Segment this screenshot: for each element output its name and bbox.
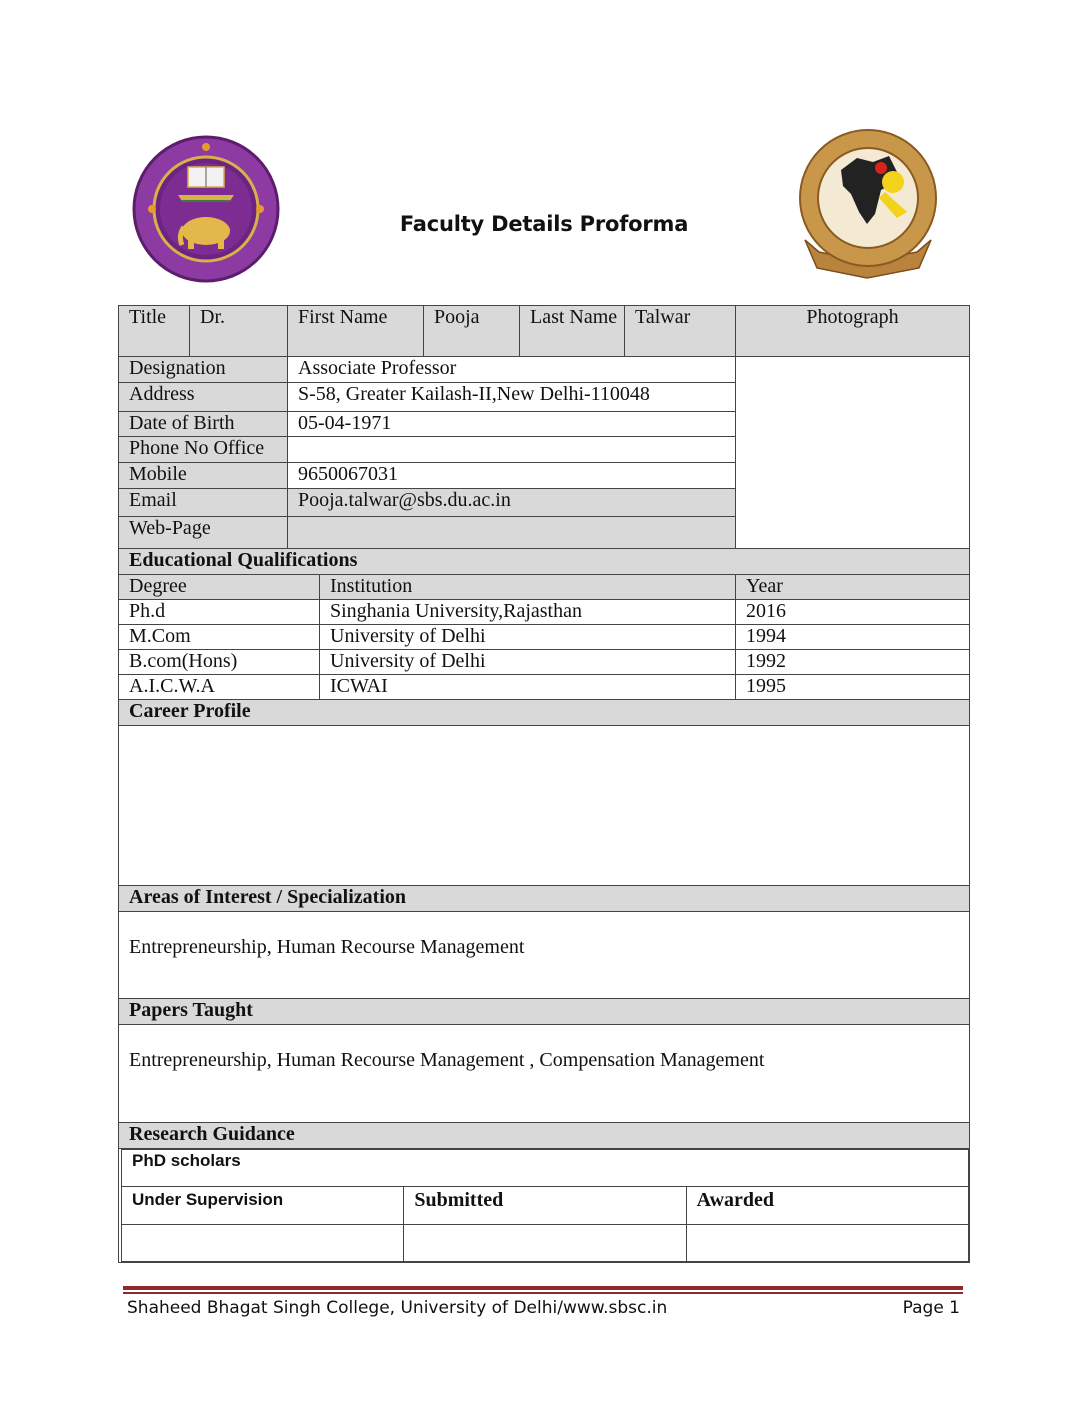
degree-cell: B.com(Hons) [119,650,320,675]
phone-label: Phone No Office [119,437,288,463]
email-label: Email [119,489,288,517]
footer-rule-thin [123,1292,963,1294]
last-name-value: Talwar [625,306,736,357]
address-label: Address [119,383,288,412]
interests-heading: Areas of Interest / Specialization [119,886,970,912]
education-heading-row [119,549,970,575]
email-value: Pooja.talwar@sbs.du.ac.in [288,489,736,517]
research-heading-row [119,1123,970,1149]
university-of-delhi-logo [130,135,282,283]
designation-row [119,357,970,383]
webpage-value [288,517,736,549]
name-row [119,306,970,357]
table-row [119,600,970,625]
institution-cell: Singhania University,Rajasthan [320,600,736,625]
footer-college-text: Shaheed Bhagat Singh College, University of Delhi/www.sbsc.in [127,1298,668,1318]
mobile-label: Mobile [119,463,288,489]
photograph-label: Photograph [736,306,970,357]
page-title: Faculty Details Proforma [399,212,689,236]
research-guidance-table [121,1149,969,1262]
table-row [119,625,970,650]
sbs-college-logo [797,128,939,284]
year-cell: 2016 [736,600,970,625]
education-heading: Educational Qualifications [119,549,970,575]
career-heading: Career Profile [119,700,970,726]
year-cell: 1992 [736,650,970,675]
title-value: Dr. [190,306,288,357]
research-cell [119,1149,970,1263]
degree-cell: Ph.d [119,600,320,625]
career-heading-row [119,700,970,726]
phd-row [122,1150,969,1187]
institution-cell: University of Delhi [320,650,736,675]
interests-text: Entrepreneurship, Human Recourse Management [119,912,970,999]
title-label: Title [119,306,190,357]
interests-body-row [119,912,970,999]
research-header-row [122,1187,969,1225]
papers-heading: Papers Taught [119,999,970,1025]
awarded-header: Awarded [686,1187,968,1225]
year-cell: 1994 [736,625,970,650]
first-name-value: Pooja [424,306,520,357]
career-body-row [119,726,970,886]
table-row [119,675,970,700]
institution-cell: ICWAI [320,675,736,700]
education-header-row [119,575,970,600]
under-supervision-value [122,1225,404,1262]
institution-header: Institution [320,575,736,600]
interests-heading-row [119,886,970,912]
first-name-label: First Name [288,306,424,357]
footer-rule [123,1286,963,1290]
institution-cell: University of Delhi [320,625,736,650]
research-body-row [119,1149,970,1263]
phd-scholars-label: PhD scholars [122,1150,969,1187]
address-value: S-58, Greater Kailash-II,New Delhi-110048 [288,383,736,412]
designation-value: Associate Professor [288,357,736,383]
degree-header: Degree [119,575,320,600]
dob-value: 05-04-1971 [288,412,736,437]
last-name-label: Last Name [520,306,625,357]
papers-heading-row [119,999,970,1025]
faculty-details-table [118,305,970,1263]
degree-cell: A.I.C.W.A [119,675,320,700]
career-text [119,726,970,886]
degree-cell: M.Com [119,625,320,650]
papers-text: Entrepreneurship, Human Recourse Management , Compensation Management [119,1025,970,1123]
research-heading: Research Guidance [119,1123,970,1149]
awarded-value [686,1225,968,1262]
year-cell: 1995 [736,675,970,700]
year-header: Year [736,575,970,600]
designation-label: Designation [119,357,288,383]
under-supervision-header: Under Supervision [122,1187,404,1225]
submitted-value [404,1225,686,1262]
page-number: Page 1 [902,1298,960,1318]
photograph-box [736,357,970,549]
submitted-header: Submitted [404,1187,686,1225]
webpage-label: Web-Page [119,517,288,549]
phone-value [288,437,736,463]
papers-body-row [119,1025,970,1123]
research-value-row [122,1225,969,1262]
dob-label: Date of Birth [119,412,288,437]
table-row [119,650,970,675]
mobile-value: 9650067031 [288,463,736,489]
